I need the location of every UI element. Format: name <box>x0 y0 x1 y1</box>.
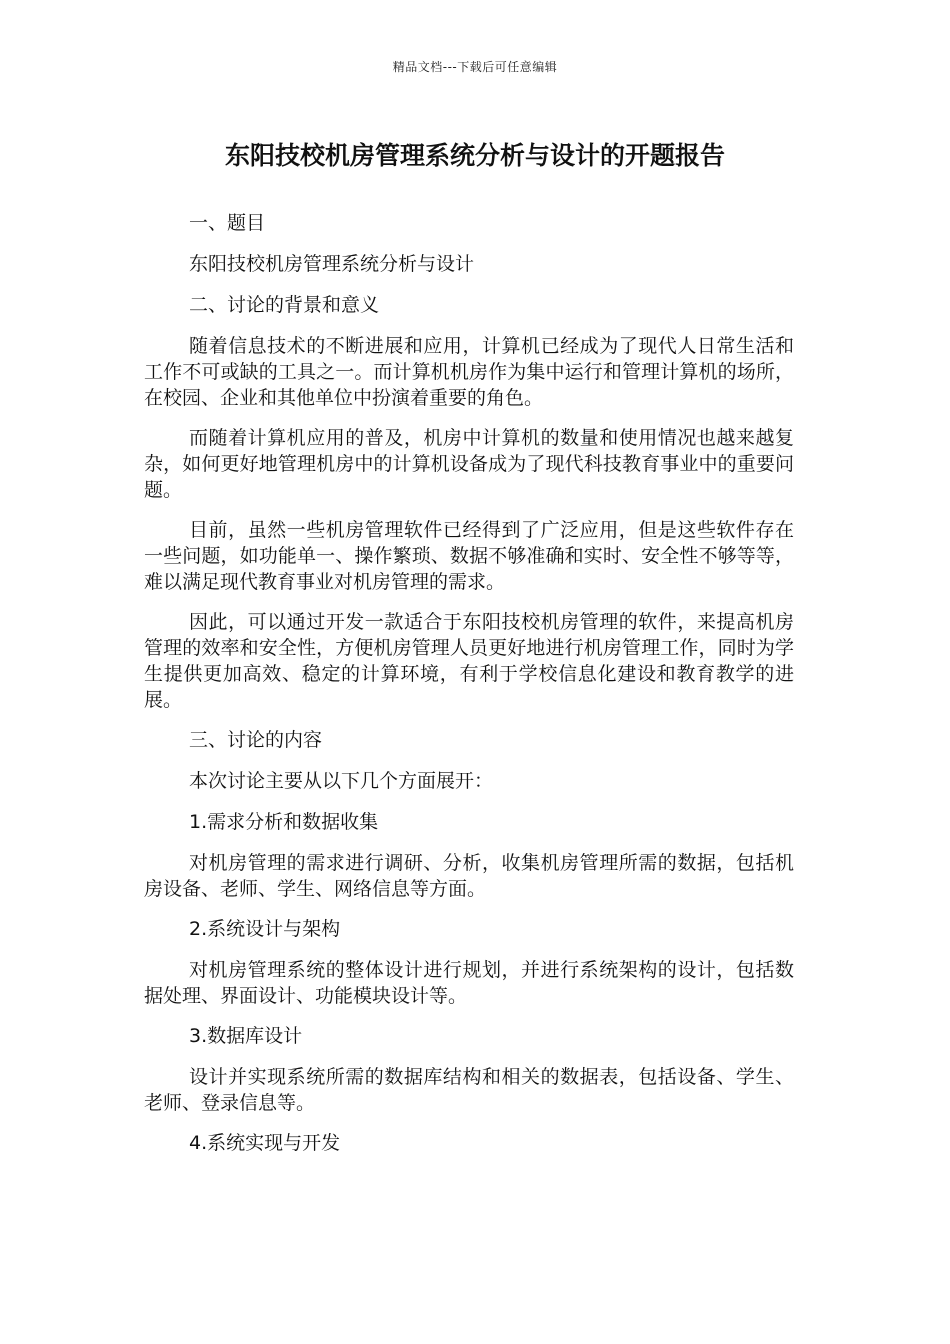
section-heading-topic: 一、题目 <box>189 212 266 234</box>
background-paragraph-3: 目前，虽然一些机房管理软件已经得到了广泛应用，但是这些软件存在一些问题，如功能单一、操作繁琐、数据不够准确和实时、安全性不够等等，难以满足现代教育事业对机房管理的需求。 <box>144 519 794 593</box>
item-heading-system-design: 2.系统设计与架构 <box>189 918 341 940</box>
item-text-requirements: 对机房管理的需求进行调研、分析，收集机房管理所需的数据，包括机房设备、老师、学生、网络信息等方面。 <box>144 852 794 900</box>
item-text-system-design: 对机房管理系统的整体设计进行规划，并进行系统架构的设计，包括数据处理、界面设计、功能模块设计等。 <box>144 959 794 1007</box>
document-body <box>144 210 794 1171</box>
section-heading-background: 二、讨论的背景和意义 <box>189 294 380 316</box>
document-title: 东阳技校机房管理系统分析与设计的开题报告 <box>224 141 725 170</box>
item-heading-database: 3.数据库设计 <box>189 1025 303 1047</box>
background-paragraph-2: 而随着计算机应用的普及，机房中计算机的数量和使用情况也越来越复杂，如何更好地管理机房中的计算机设备成为了现代科技教育事业中的重要问题。 <box>144 427 794 501</box>
section-heading-content: 三、讨论的内容 <box>189 729 323 751</box>
topic-text: 东阳技校机房管理系统分析与设计 <box>189 253 475 275</box>
header-note: 精品文档---下载后可任意编辑 <box>392 60 558 74</box>
content-intro: 本次讨论主要从以下几个方面展开： <box>189 770 494 792</box>
item-heading-requirements: 1.需求分析和数据收集 <box>189 811 379 833</box>
background-paragraph-4: 因此，可以通过开发一款适合于东阳技校机房管理的软件，来提高机房管理的效率和安全性，方便机房管理人员更好地进行机房管理工作，同时为学生提供更加高效、稳定的计算环境，有利于学校信息化建设和教育教学的进展。 <box>144 611 794 711</box>
background-paragraph-1: 随着信息技术的不断进展和应用，计算机已经成为了现代人日常生活和工作不可或缺的工具之一。而计算机机房作为集中运行和管理计算机的场所，在校园、企业和其他单位中扮演着重要的角色。 <box>144 335 794 409</box>
item-text-database: 设计并实现系统所需的数据库结构和相关的数据表，包括设备、学生、老师、登录信息等。 <box>144 1066 794 1114</box>
item-heading-implementation: 4.系统实现与开发 <box>189 1132 341 1154</box>
